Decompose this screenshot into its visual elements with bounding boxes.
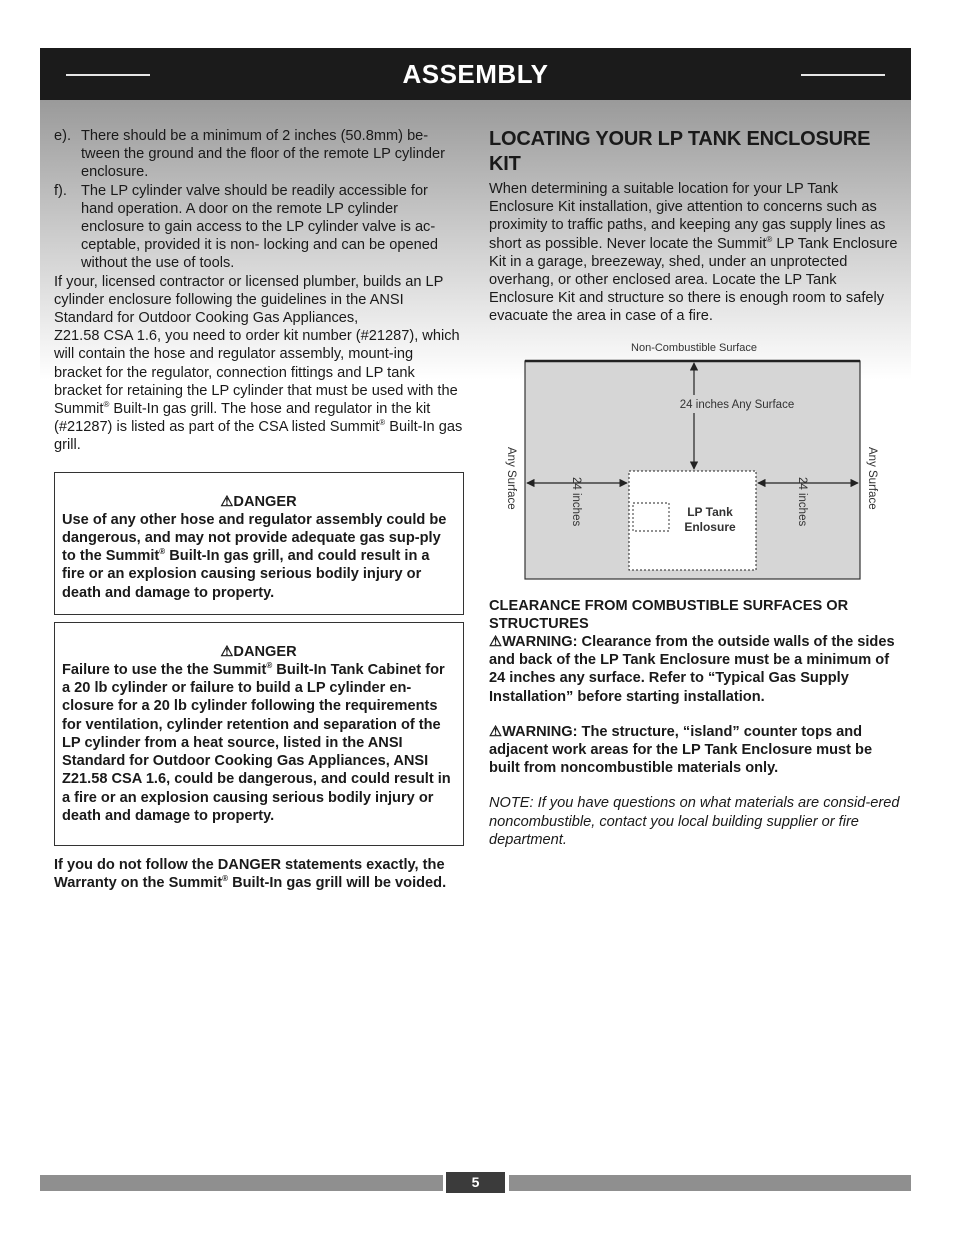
list-label: e). bbox=[54, 128, 72, 144]
danger-text-a: Use of any other hose and regulator assembly could be dangerous, and may not provide adequate gas sup-ply to the Summit bbox=[62, 511, 447, 565]
clearance-heading: CLEARANCE FROM COMBUSTIBLE SURFACES OR STRUCTURES bbox=[489, 597, 849, 632]
tank-cylinder bbox=[633, 503, 669, 531]
list-item-f bbox=[54, 182, 464, 273]
footer-bar-right bbox=[509, 1175, 911, 1191]
section-header bbox=[40, 48, 911, 100]
list-text: There should be a minimum of 2 inches (50.8mm) be-tween the ground and the floor of the remote LP cylinder enclosure. bbox=[81, 128, 445, 181]
kit-paragraph-text: Z21.58 CSA 1.6, you need to order kit number (#21287), which will contain the hose and regulator assembly, mount-ing bracket for the regulator, connection fittings and LP tank bracket for retaining the LP cylinder that must be used with the Summit bbox=[54, 328, 460, 418]
list-label: f). bbox=[54, 182, 67, 199]
kit-paragraph-text: Built-In gas grill. bbox=[54, 419, 463, 454]
warning-triangle-icon: ⚠ bbox=[220, 493, 234, 510]
right-column bbox=[489, 127, 901, 849]
danger-text-a: Failure to use the the Summit bbox=[62, 662, 267, 679]
warning-triangle-icon: ⚠ bbox=[220, 643, 234, 660]
left-side-label: Any Surface bbox=[505, 446, 517, 510]
left-gap-label: 24 inches bbox=[570, 476, 582, 526]
list-text: The LP cylinder valve should be readily accessible for hand operation. A door on the remote LP cylinder enclosure to gain access to the LP cylinder valve is ac-ceptable, provided it is non- locking and can be opened without the use of tools. bbox=[81, 182, 438, 272]
warning-triangle-icon: ⚠ bbox=[489, 634, 503, 651]
danger-heading bbox=[62, 493, 455, 511]
warning-2-text: WARNING: The structure, “island” counter tops and adjacent work areas for the LP Tank Enclosure must be built from noncombustible materials only. bbox=[489, 723, 873, 777]
intro-text-a: When determining a suitable location for your LP Tank Enclosure Kit installation, give attention to concerns such as proximity to traffic paths, and keeping any gas supply lines as short as possible. Never locate the Summit bbox=[489, 181, 886, 252]
kit-paragraph-text: Built-In gas grill. The hose and regulator in the kit (#21287) is listed as part of the CSA listed Summit bbox=[54, 401, 431, 436]
danger-text-b: Built-In gas grill, and could result in a fire or an explosion causing serious bodily injury or death and damage to property. bbox=[62, 548, 430, 601]
registered-mark: ® bbox=[266, 661, 273, 671]
footer-bar-left bbox=[40, 1175, 443, 1191]
right-side-label: Any Surface bbox=[866, 446, 878, 510]
warranty-text-b: Built-In gas grill will be voided. bbox=[228, 875, 447, 892]
list-item-e bbox=[54, 127, 464, 182]
page-number: 5 bbox=[446, 1172, 505, 1193]
danger-label: DANGER bbox=[233, 643, 297, 660]
tank-label-2: Enlosure bbox=[684, 519, 736, 534]
left-column bbox=[54, 127, 464, 892]
header-rule-right bbox=[801, 74, 885, 76]
registered-mark: ® bbox=[103, 400, 110, 410]
section-heading: LOCATING YOUR LP TANK ENCLOSURE KIT bbox=[489, 128, 871, 175]
registered-mark: ® bbox=[222, 874, 229, 884]
danger-text bbox=[62, 511, 455, 602]
danger-box-2 bbox=[54, 622, 464, 846]
registered-mark: ® bbox=[379, 418, 386, 428]
intro-text-b: LP Tank Enclosure Kit in a garage, breezeway, shed, under an unprotected overhang, or other enclosed area. Locate the LP Tank Enclosure Kit and structure so there is enough room to safely evacuate the area in case of a fire. bbox=[489, 235, 898, 325]
intro-paragraph bbox=[489, 180, 901, 326]
warning-1-text: WARNING: Clearance from the outside walls of the sides and back of the LP Tank Enclosure must be a minimum of 24 inches any surface. Refer to “Typical Gas Supply Installation” before starting installation. bbox=[489, 634, 895, 705]
warning-2 bbox=[489, 723, 901, 778]
clearance-diagram-svg bbox=[489, 335, 901, 583]
warning-1 bbox=[489, 633, 901, 706]
page-title: ASSEMBLY bbox=[402, 59, 549, 89]
warning-triangle-icon: ⚠ bbox=[489, 723, 503, 740]
kit-paragraph bbox=[54, 273, 464, 455]
clearance-diagram bbox=[489, 335, 901, 583]
right-gap-label: 24 inches bbox=[796, 476, 808, 526]
warranty-statement bbox=[54, 856, 464, 892]
danger-label: DANGER bbox=[233, 493, 297, 510]
note-text: NOTE: If you have questions on what materials are consid-ered noncombustible, contact you local building supplier or fire department. bbox=[489, 795, 900, 848]
danger-text bbox=[62, 661, 455, 825]
tank-label-1: LP Tank bbox=[687, 504, 733, 519]
danger-text-b: Built-In Tank Cabinet for a 20 lb cylinder or failure to build a LP cylinder en-closure for a 20 lb cylinder following the requirements for ventilation, cylinder retention and separation of the LP cylinder from a heat source, listed in the ANSI Standard for Outdoor Cooking Gas Appliances, ANSI Z21.58 CSA 1.6, could be dangerous, and could result in a fire or an explosion causing serious bodily injury or death and damage to property. bbox=[62, 662, 451, 824]
registered-mark: ® bbox=[766, 234, 773, 244]
danger-heading bbox=[62, 643, 455, 661]
warranty-text-a: If you do not follow the DANGER statements exactly, the Warranty on the Summit bbox=[54, 856, 445, 892]
kit-paragraph-text: If your, licensed contractor or licensed plumber, builds an LP cylinder enclosure following the guidelines in the ANSI Standard for Outdoor Cooking Gas Appliances, bbox=[54, 273, 444, 327]
danger-box-1 bbox=[54, 472, 464, 615]
registered-mark: ® bbox=[159, 547, 166, 557]
back-clearance-label: 24 inches Any Surface bbox=[679, 398, 795, 411]
top-surface-label: Non-Combustible Surface bbox=[631, 341, 757, 354]
